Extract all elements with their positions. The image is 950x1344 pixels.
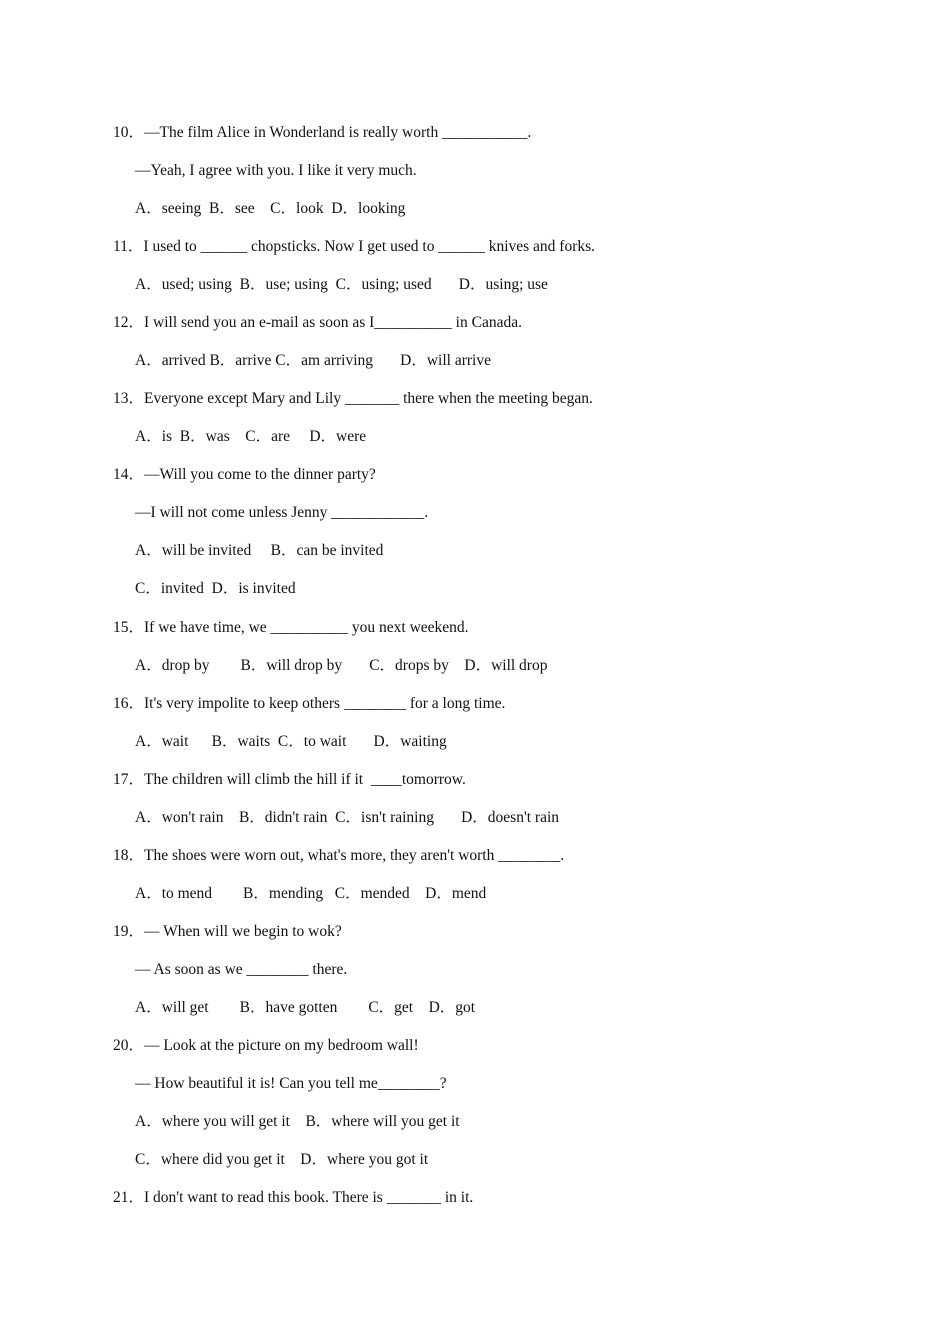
question-13: 13．Everyone except Mary and Lily _______ there when the meeting began. [113,390,593,407]
options-12: A．arrived B．arrive C．am arriving D．will arrive [135,352,491,369]
dialogue-line: —I will not come unless Jenny ____________. [135,504,429,521]
question-11: 11．I used to ______ chopsticks. Now I get used to ______ knives and forks. [113,238,596,255]
options-18: A．to mend B．mending C．mended D．mend [135,885,487,902]
question-12: 12．I will send you an e-mail as soon as I__________ in Canada. [113,314,522,331]
question-14: 14．—Will you come to the dinner party? [113,466,376,483]
options-17: A．won't rain B．didn't rain C．isn't raining D．doesn't rain [135,809,560,826]
dialogue-line: — As soon as we ________ there. [135,961,348,978]
question-10: 10．—The film Alice in Wonderland is really worth ___________. [113,124,532,141]
question-18: 18．The shoes were worn out, what's more, they aren't worth ________. [113,847,565,864]
options-20-ab: A．where you will get it B．where will you get it [135,1113,460,1130]
question-20: 20．— Look at the picture on my bedroom wall! [113,1037,419,1054]
question-15: 15．If we have time, we __________ you next weekend. [113,619,469,636]
options-10: A．seeing B．see C．look D．looking [135,200,406,217]
dialogue-line: — How beautiful it is! Can you tell me________? [135,1075,447,1092]
options-14-cd: C．invited D．is invited [135,580,296,597]
options-19: A．will get B．have gotten C．get D．got [135,999,476,1016]
options-20-cd: C．where did you get it D．where you got it [135,1151,429,1168]
question-19: 19．— When will we begin to wok? [113,923,342,940]
question-16: 16．It's very impolite to keep others ________ for a long time. [113,695,506,712]
question-17: 17．The children will climb the hill if it ____tomorrow. [113,771,466,788]
dialogue-line: —Yeah, I agree with you. I like it very much. [135,162,417,179]
options-15: A．drop by B．will drop by C．drops by D．will drop [135,657,548,674]
options-16: A．wait B．waits C．to wait D．waiting [135,733,447,750]
question-21: 21．I don't want to read this book. There is _______ in it. [113,1189,474,1206]
options-13: A．is B．was C．are D．were [135,428,367,445]
options-11: A．used; using B．use; using C．using; used D．using; use [135,276,548,293]
options-14-ab: A．will be invited B．can be invited [135,542,384,559]
